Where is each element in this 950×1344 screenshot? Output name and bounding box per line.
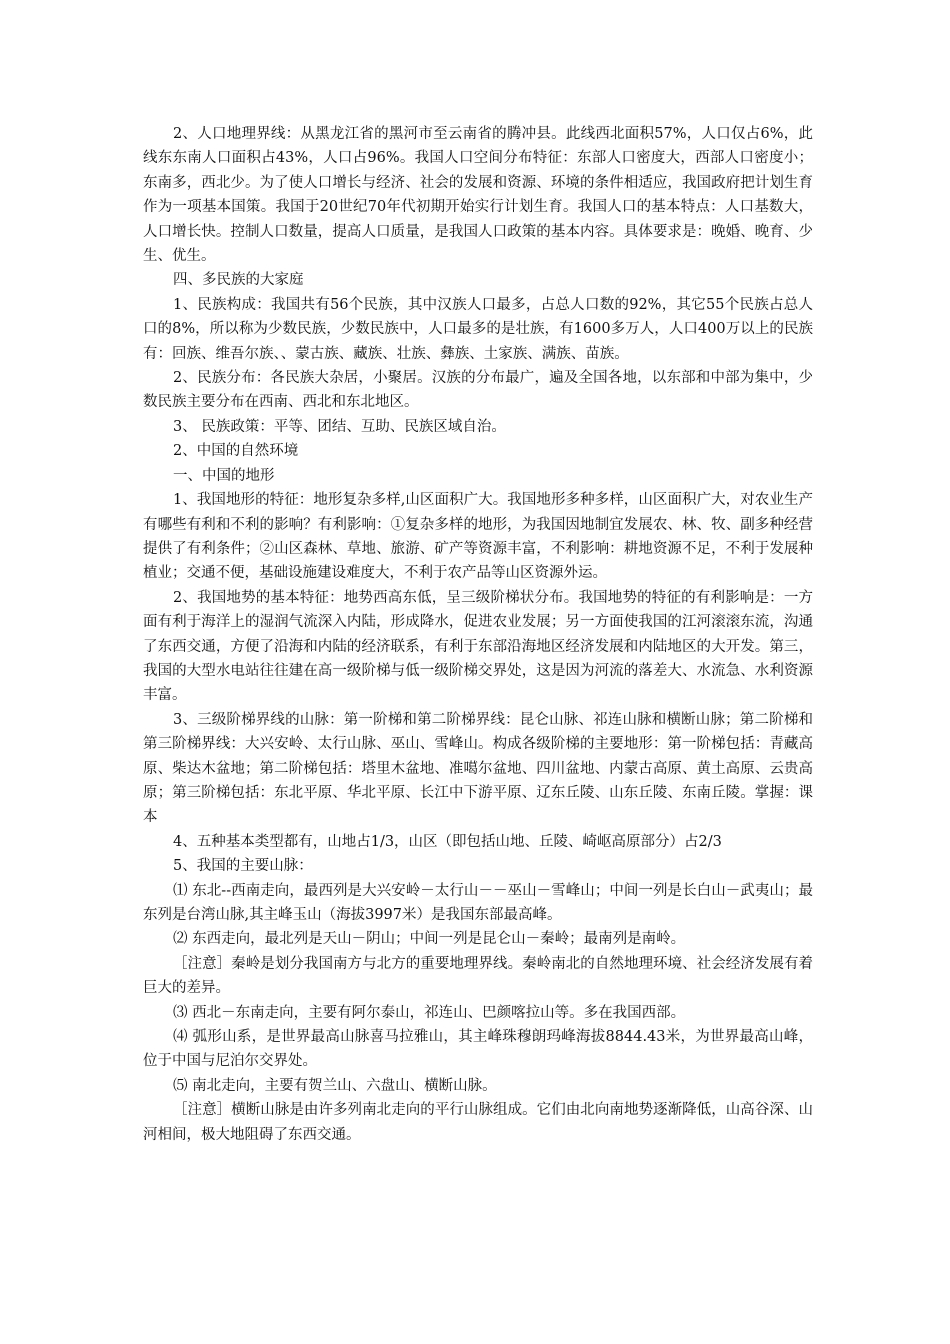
- paragraph-ethnic-policy: 3、 民族政策：平等、团结、互助、民族区域自治。: [173, 418, 506, 435]
- paragraph-terrain-features: 1、我国地形的特征：地形复杂多样,山区面积广大。我国地形多种多样，山区面积广大，对农业生产有哪些有利和不利的影响？有利影响：①复杂多样的地形，为我国因地制宜发展农、林、牧、副多种经营提供了有利条件；②山区森林、草地、旅游、矿产等资源丰富，不利影响：耕地资源不足，不利于发展种植业；交通不便，基础设施建设难度大，不利于农产品等山区资源外运。: [143, 492, 813, 582]
- document-page: [143, 122, 813, 1147]
- paragraph-terrain-types: 4、五种基本类型都有，山地占1/3，山区（即包括山地、丘陵、崎岖高原部分）占2/3: [173, 833, 722, 850]
- paragraph-nw-se-ranges: ⑶ 西北－东南走向，主要有阿尔泰山，祁连山、巴颜喀拉山等。多在我国西部。: [173, 1004, 686, 1021]
- heading-natural-environment: 2、中国的自然环境: [173, 443, 299, 460]
- paragraph-east-west-ranges: ⑵ 东西走向，最北列是天山－阴山；中间一列是昆仑山－秦岭；最南列是南岭。: [173, 931, 686, 948]
- paragraph-main-mountains: 5、我国的主要山脉：: [173, 858, 313, 875]
- note-hengduan: ［注意］横断山脉是由许多列南北走向的平行山脉组成。它们由北向南地势逐渐降低，山高谷深、山河相间，极大地阻碍了东西交通。: [143, 1102, 813, 1143]
- paragraph-ne-sw-ranges: ⑴ 东北--西南走向，最西列是大兴安岭－太行山－－巫山－雪峰山；中间一列是长白山－武夷山；最东列是台湾山脉,其主峰玉山（海拔3997米）是我国东部最高峰。: [143, 882, 813, 923]
- paragraph-ethnic-distribution: 2、民族分布：各民族大杂居，小聚居。汉族的分布最广，遍及全国各地，以东部和中部为集中，少数民族主要分布在西南、西北和东北地区。: [143, 370, 813, 411]
- heading-ethnic-groups: 四、多民族的大家庭: [173, 272, 304, 289]
- paragraph-topography: 2、我国地势的基本特征：地势西高东低，呈三级阶梯状分布。我国地势的特征的有利影响是：一方面有利于海洋上的湿润气流深入内陆，形成降水，促进农业发展；另一方面使我国的江河滚滚东流，沟通了东西交通，方便了沿海和内陆的经济联系，有利于东部沿海地区经济发展和内陆地区的大开发。第三，我国的大型水电站往往建在高一级阶梯与低一级阶梯交界处，这是因为河流的落差大、水流急、水利资源丰富。: [143, 589, 813, 704]
- paragraph-population-line: 2、人口地理界线：从黑龙江省的黑河市至云南省的腾冲县。此线西北面积57%，人口仅占6%，此线东东南人口面积占43%，人口占96%。我国人口空间分布特征：东部人口密度大，西部人口密度小；东南多，西北少。为了使人口增长与经济、社会的发展和资源、环境的条件相适应，我国政府把计划生育作为一项基本国策。我国于20世纪70年代初期开始实行计划生育。我国人口的基本特点：人口基数大，人口增长快。控制人口数量，提高人口质量，是我国人口政策的基本内容。具体要求是：晚婚、晚育、少生、优生。: [143, 126, 813, 265]
- note-qinling: ［注意］秦岭是划分我国南方与北方的重要地理界线。秦岭南北的自然地理环境、社会经济发展有着巨大的差异。: [143, 955, 813, 997]
- paragraph-three-steps: 3、三级阶梯界线的山脉：第一阶梯和第二阶梯界线：昆仑山脉、祁连山脉和横断山脉；第二阶梯和第三阶梯界线：大兴安岭、太行山脉、巫山、雪峰山。构成各级阶梯的主要地形：第一阶梯包括：青藏高原、柴达木盆地；第二阶梯包括：塔里木盆地、准噶尔盆地、四川盆地、内蒙古高原、黄土高原、云贵高原；第三阶梯包括：东北平原、华北平原、长江中下游平原、辽东丘陵、山东丘陵、东南丘陵。掌握：课本: [143, 711, 813, 826]
- paragraph-arc-ranges: ⑷ 弧形山系，是世界最高山脉喜马拉雅山，其主峰珠穆朗玛峰海拔8844.43米，为世界最高山峰，位于中国与尼泊尔交界处。: [143, 1029, 813, 1070]
- paragraph-north-south-ranges: ⑸ 南北走向，主要有贺兰山、六盘山、横断山脉。: [173, 1077, 497, 1094]
- heading-terrain: 一、中国的地形: [173, 467, 275, 484]
- paragraph-ethnic-composition: 1、民族构成：我国共有56个民族，其中汉族人口最多，占总人口数的92%，其它55个民族占总人口的8%，所以称为少数民族，少数民族中，人口最多的是壮族，有1600多万人，人口400万以上的民族有：回族、维吾尔族、、蒙古族、藏族、壮族、彝族、土家族、满族、苗族。: [143, 296, 813, 362]
